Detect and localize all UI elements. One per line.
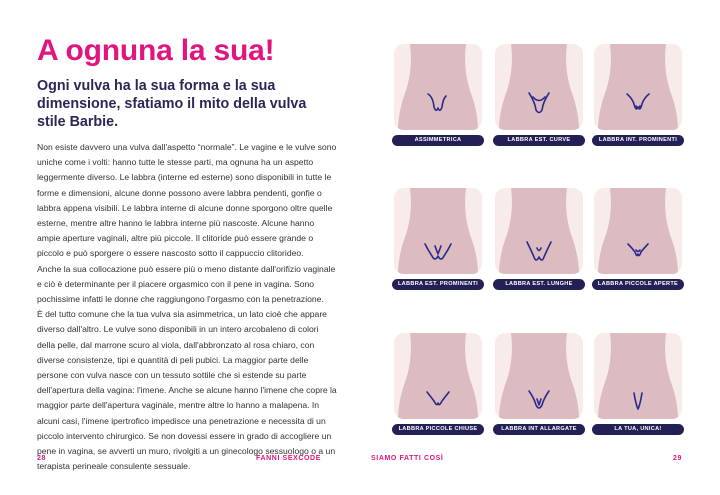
torso-shape xyxy=(598,333,678,419)
torso-shape xyxy=(398,333,478,419)
vulva-illustration xyxy=(394,188,482,274)
illustration-grid xyxy=(394,44,684,439)
vulva-illustration xyxy=(594,188,682,274)
illustration-label: LABBRA PICCOLE APERTE xyxy=(592,279,684,290)
illustration-label: LA TUA, UNICA! xyxy=(592,424,684,435)
body-text xyxy=(37,140,337,474)
torso-shape xyxy=(499,44,579,130)
torso-shape xyxy=(499,188,579,274)
vulva-illustration-svg xyxy=(495,188,583,274)
illustration-label: LABBRA EST. PROMINENTI xyxy=(392,279,484,290)
running-footer-left: FANNI SEXCODE xyxy=(256,455,321,462)
page-title: A ognuna la sua! xyxy=(37,34,275,67)
paragraph: Non esiste davvero una vulva dall'aspetto “normale”. Le vagine e le vulve sono uniche come i volti: hanno tutte le stesse parti, ma ognuna ha un aspetto leggermente diverso. Le labbra (interne ed esterne) sono disponibili in tutte le forme e dimensioni, alcune donne possono avere labbra pendenti, gonfie o labbra appena visibili. Le labbra interne di alcune donne sporgono oltre quelle esterne, mentre altre hanno le labbra interne più nascoste. Alcune hanno ampie aperture vaginali, altre più piccole. Il clitoride può essere grande o piccolo e può sporgere o essere nascosto sotto il cappuccio clitorideo. xyxy=(37,142,337,259)
vulva-illustration-svg xyxy=(594,333,682,419)
page-subtitle: Ogni vulva ha la sua forma e la sua dimensione, sfatiamo il mito della vulva stile Barbie. xyxy=(37,78,307,130)
vulva-illustration-svg xyxy=(594,188,682,274)
vulva-illustration xyxy=(394,333,482,419)
vulva-illustration-svg xyxy=(495,333,583,419)
illustration-label: LABBRA INT. PROMINENTI xyxy=(592,135,684,146)
page-number-right: 29 xyxy=(673,455,682,462)
illustration-label: LABBRA PICCOLE CHIUSE xyxy=(392,424,484,435)
paragraph: È del tutto comune che la tua vulva sia asimmetrica, un lato cioè che appare diverso dall'altro. Le vulve sono disponibili in un intero arcobaleno di colori della pelle, dal marrone scuro al viola, dall'abbronzato al rosa chiaro, con diverse consistenze, tipi e quantità di peli pubici. La maggior parte delle persone con vulva nasce con un tessuto sottile che si estende su parte dell'apertura della vagina: l'imene. Anche se alcune hanno l'imene che copre la maggior parte dell'apertura vaginale, mentre altre lo hanno a malapena. In alcuni casi, l'imene ipertrofico impedisce una penetrazione e necessita di un piccolo intervento chirurgico. Se non dovessi essere in grado di accogliere un pene in vagina, se avverti un muro, rivolgiti a un ginecologo sessuologo o a un terapista perineale consulente sessuale. xyxy=(37,309,337,472)
vulva-illustration-svg xyxy=(394,188,482,274)
torso-shape xyxy=(598,44,678,130)
vulva-illustration xyxy=(495,333,583,419)
vulva-illustration-svg xyxy=(394,44,482,130)
torso-shape xyxy=(398,188,478,274)
paragraph: Anche la sua collocazione può essere più o meno distante dall'orifizio vaginale e ciò è determinante per il piacere orgasmico con il pene in vagina. Sono pochissime infatti le donne che raggiungono l'orgasmo con la penetrazione. xyxy=(37,263,336,305)
torso-shape xyxy=(398,44,478,130)
vulva-illustration xyxy=(495,188,583,274)
illustration-label: LABBRA EST. LUNGHE xyxy=(493,279,585,290)
right-page xyxy=(360,0,720,495)
torso-shape xyxy=(499,333,579,419)
vulva-illustration-svg xyxy=(495,44,583,130)
illustration-label: LABBRA EST. CURVE xyxy=(493,135,585,146)
vulva-illustration xyxy=(495,44,583,130)
illustration-label: ASSIMMETRICA xyxy=(392,135,484,146)
vulva-illustration xyxy=(594,44,682,130)
running-footer-right: SIAMO FATTI COSÌ xyxy=(371,455,444,462)
vulva-illustration xyxy=(394,44,482,130)
vulva-illustration-svg xyxy=(594,44,682,130)
torso-shape xyxy=(598,188,678,274)
vulva-illustration xyxy=(594,333,682,419)
vulva-illustration-svg xyxy=(394,333,482,419)
illustration-label: LABBRA INT ALLARGATE xyxy=(493,424,585,435)
page-number-left: 28 xyxy=(37,455,46,462)
